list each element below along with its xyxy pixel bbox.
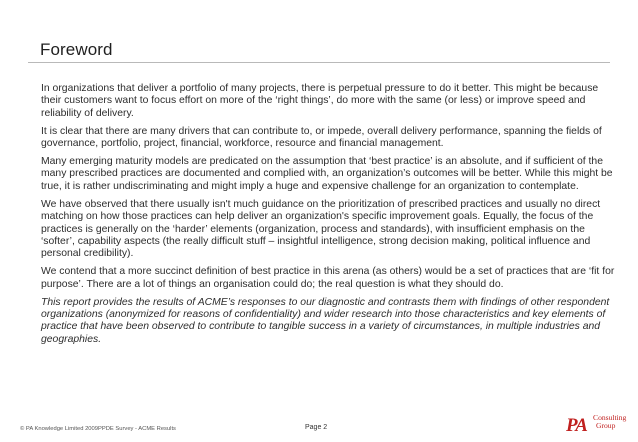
logo-mark: PA xyxy=(566,415,587,436)
paragraph-5: We contend that a more succinct definition of best practice in this arena (as others) would be a set of practices that are ‘fit for purpose’. There are a lot of things an organisation could do; the real question is what they should do. xyxy=(41,266,615,290)
paragraph-4: We have observed that there usually isn't much guidance on the prioritization of prescribed practices and usually no direct matching on how those practices can help deliver an organization's specific improvement goals. Equally, the focus of the practices is generally on the ‘harder’ elements (organization, process and standards), with insufficient emphasis on the ‘softer’, capability aspects (the really difficult stuff – insightful intelligence, strong decision making, political influence and personal credibility). xyxy=(41,198,601,260)
page-title: Foreword xyxy=(40,40,113,59)
logo-line-group: Group xyxy=(596,421,616,430)
paragraph-1: In organizations that deliver a portfolio of many projects, there is perpetual pressure to do it better. This might be because their customers want to focus effort on more of the ‘right things’, do more with the same (or less) or improve speed and reliability of delivery. xyxy=(41,83,599,119)
page-number: Page 2 xyxy=(305,424,328,431)
logo-line-consulting: Consulting xyxy=(593,413,627,422)
footer-document-name: PPDE Survey - ACME Results xyxy=(98,426,176,432)
slide-body xyxy=(41,83,616,352)
pa-consulting-logo xyxy=(566,411,630,435)
footer xyxy=(0,420,638,436)
footer-copyright: © PA Knowledge Limited 2009 xyxy=(20,426,98,432)
paragraph-italic: This report provides the results of ACME’s responses to our diagnostic and contrasts them with findings of other respondent organizations (anonymized for reasons of confidentiality) and wider research into those characteristics and key elements of practice that have been observed to contribute to tangible success in a variety of circumstances, in multiple industries and geographies. xyxy=(41,296,610,345)
paragraph-2: It is clear that there are many drivers that can contribute to, or impede, overall delivery performance, spanning the fields of governance, portfolio, project, financial, workforce, resource and financial management. xyxy=(41,125,602,150)
paragraph-3: Many emerging maturity models are predicated on the assumption that ‘best practice’ is an absolute, and if sufficient of the many prescribed practices are documented and complied with, an organization’s outcomes will be better. While this might be true, it is rather undiscriminating and might imply a huge and expensive challenge for an organization to contemplate. xyxy=(41,156,613,192)
title-divider xyxy=(28,62,610,63)
